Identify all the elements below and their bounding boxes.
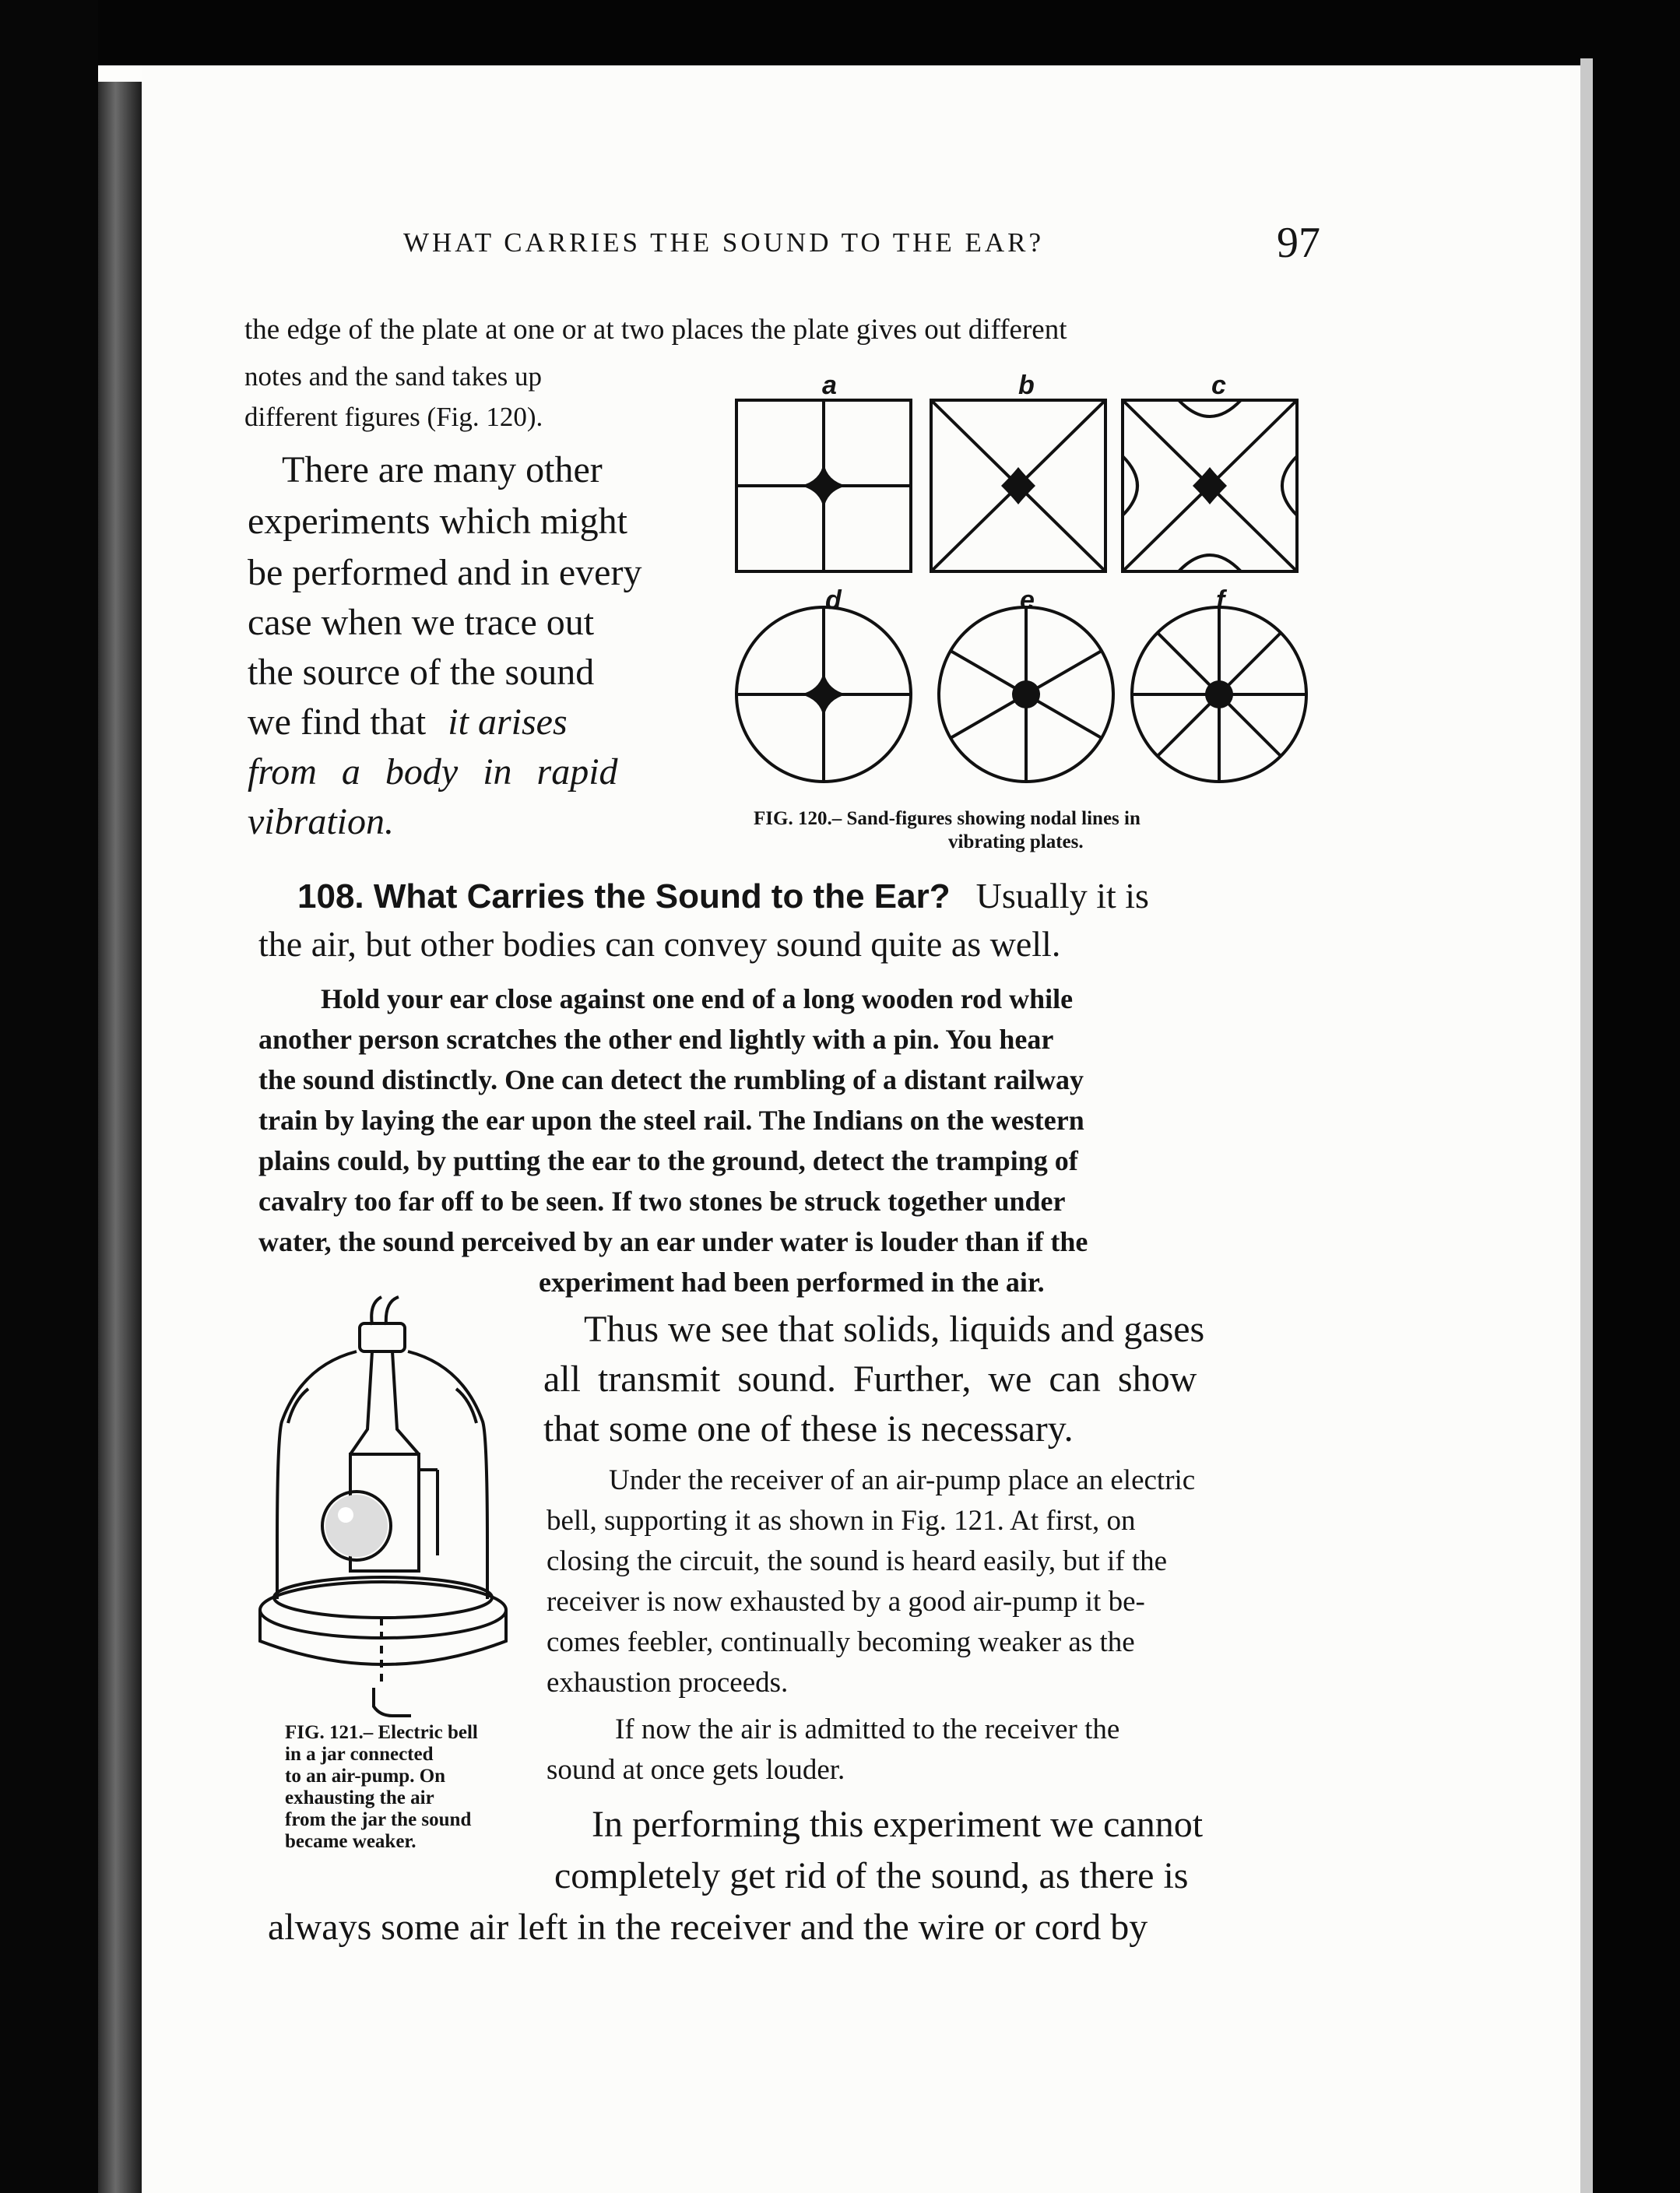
fig120-label-e: e (1020, 585, 1035, 615)
intro-line-1: the edge of the plate at one or at two places the plate gives out different (244, 314, 1067, 346)
p3-line-2: bell, supporting it as shown in Fig. 121. At first, on (547, 1505, 1136, 1537)
fig120-label-f: f (1216, 585, 1225, 615)
fig121-caption-line-2: in a jar connected (285, 1744, 434, 1765)
p1-line-2: another person scratches the other end lightly with a pin. You hear (258, 1024, 1054, 1055)
fig120-caption-line-2: vibrating plates. (948, 831, 1084, 852)
p1-line-1: Hold your ear close against one end of a long wooden rod while (321, 983, 1074, 1014)
aside-line-6 (248, 701, 568, 743)
p1-line-6: cavalry too far off to be seen. If two stones be struck together under (258, 1186, 1066, 1217)
p1-line-4: train by laying the ear upon the steel rail. The Indians on the western (258, 1105, 1084, 1136)
p1-line-8: experiment had been performed in the air. (539, 1267, 1045, 1298)
p5-line-3: always some air left in the receiver and the wire or cord by (268, 1907, 1148, 1948)
fig121-caption-line-6: became weaker. (285, 1831, 416, 1852)
aside-line-6-text: we find that (248, 701, 427, 743)
fig121-bell-jar-illustration (257, 1283, 537, 1734)
scan-border-top (98, 0, 1590, 65)
aside-line-4: case when we trace out (248, 602, 595, 643)
section-108-line-1 (297, 875, 1149, 916)
p3-line-5: comes feebler, continually becoming weaker as the (547, 1626, 1135, 1658)
p3-line-3: closing the circuit, the sound is heard easily, but if the (547, 1545, 1168, 1577)
p5-line-1: In performing this experiment we cannot (592, 1804, 1204, 1845)
section-heading: 108. What Carries the Sound to the Ear? (297, 877, 951, 916)
p1-line-5: plains could, by putting the ear to the ground, detect the tramping of (258, 1145, 1078, 1176)
p2-line-2: all transmit sound. Further, we can show (543, 1358, 1197, 1400)
fig120-label-a: a (822, 371, 837, 400)
fig120-label-d: d (825, 585, 842, 615)
fig120-label-c: c (1211, 371, 1226, 400)
fig121-caption-line-5: from the jar the sound (285, 1809, 472, 1830)
p1-line-7: water, the sound perceived by an ear under water is louder than if the (258, 1226, 1088, 1257)
running-title: WHAT CARRIES THE SOUND TO THE EAR? (403, 227, 1045, 258)
intro-line-3: different figures (Fig. 120). (244, 402, 543, 432)
p5-line-2: completely get rid of the sound, as there is (554, 1855, 1189, 1896)
page-number: 97 (1277, 219, 1320, 267)
scan-border-left (0, 0, 98, 2193)
intro-line-2: notes and the sand takes up (244, 361, 542, 392)
aside-line-3: be performed and in every (248, 552, 642, 593)
aside-line-5: the source of the sound (248, 652, 595, 693)
fig121-caption-line-4: exhausting the air (285, 1787, 434, 1808)
fig120-caption-line-1: FIG. 120.– Sand-figures showing nodal lines in (754, 808, 1141, 829)
aside-line-7: from a body in rapid (248, 751, 618, 793)
page-edge (1580, 58, 1593, 2193)
fig121-caption-line-1: FIG. 121.– Electric bell (285, 1722, 478, 1743)
aside-line-1: There are many other (282, 449, 603, 490)
p3-line-1: Under the receiver of an air-pump place an electric (609, 1464, 1196, 1496)
scan-border-right (1590, 0, 1680, 2193)
aside-line-6-italic: it arises (448, 701, 568, 743)
p1-line-3: the sound distinctly. One can detect the rumbling of a distant railway (258, 1064, 1084, 1095)
fig120-sand-figures (724, 389, 1316, 825)
aside-line-2: experiments which might (248, 501, 627, 542)
fig121-caption-line-3: to an air-pump. On (285, 1766, 446, 1787)
book-spine-shadow (98, 82, 142, 2193)
p3-line-6: exhaustion proceeds. (547, 1667, 789, 1699)
p3-line-4: receiver is now exhausted by a good air-pump it be- (547, 1586, 1145, 1618)
section-108-line-2: the air, but other bodies can convey sound quite as well. (258, 924, 1061, 964)
aside-line-8: vibration. (248, 801, 394, 842)
p2-line-3: that some one of these is necessary. (543, 1408, 1074, 1450)
fig120-label-b: b (1018, 371, 1035, 400)
section-heading-rest: Usually it is (975, 876, 1149, 916)
p2-line-1: Thus we see that solids, liquids and gases (584, 1309, 1205, 1350)
p4-line-2: sound at once gets louder. (547, 1754, 845, 1786)
p4-line-1: If now the air is admitted to the receiver the (615, 1713, 1120, 1745)
